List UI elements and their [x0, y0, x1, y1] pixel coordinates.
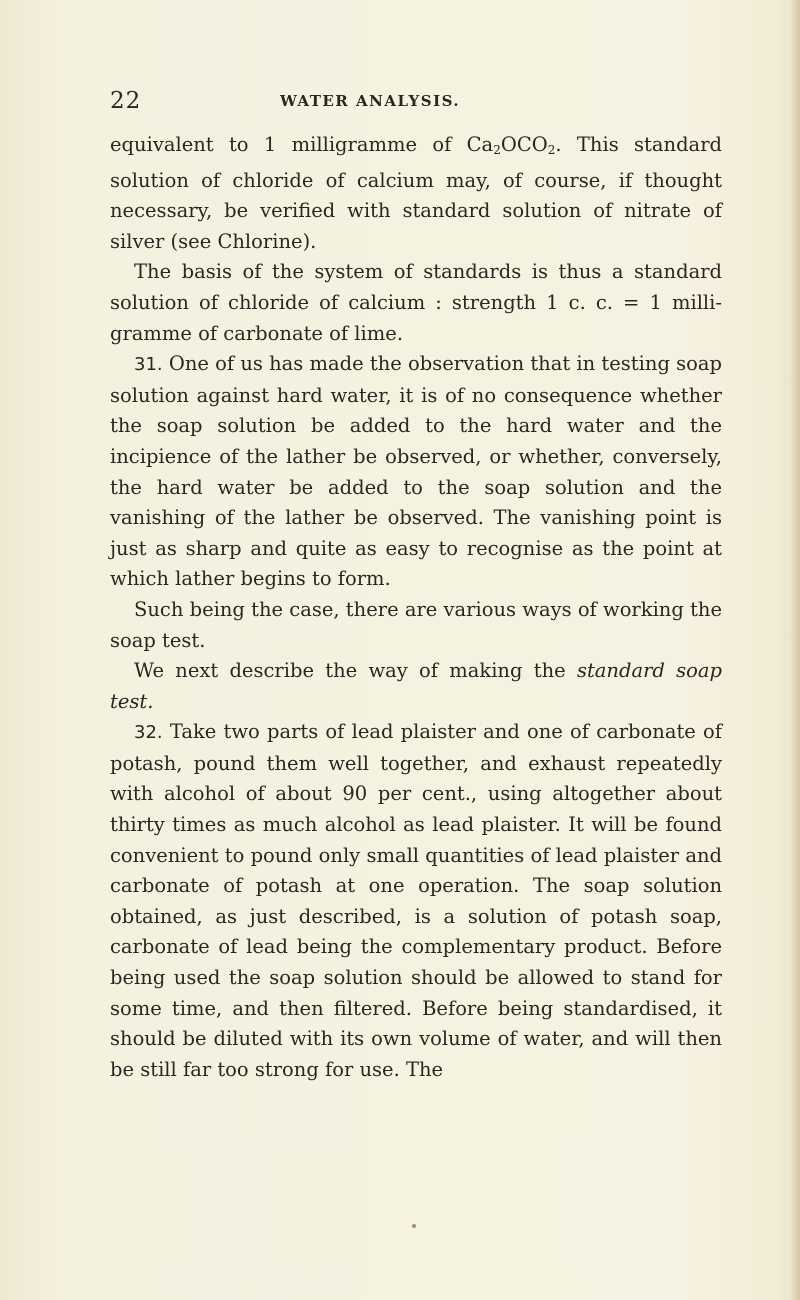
- paragraph-5-text: We next describe the way of making the: [134, 659, 577, 683]
- paragraph-1: [110, 130, 722, 257]
- paragraph-1-text-a: equivalent to 1 milligramme of Ca: [110, 133, 494, 156]
- paragraph-1-text-b: OCO: [500, 133, 548, 156]
- paragraph-2: The basis of the system of standards is thus a standard solution of chloride of calcium : strength 1 c. c. = 1 milli-gramme of carbonate of lime.: [110, 260, 722, 345]
- paragraph-5-emphasis: standard soap test.: [110, 659, 722, 713]
- paragraph-6: [110, 717, 722, 1085]
- paragraph-3: [110, 349, 722, 595]
- page-header: [110, 88, 710, 118]
- body-text: [110, 130, 722, 1085]
- paragraph-6-text: Take two parts of lead plaister and one of carbonate of potash, pound them well together, and exhaust repeatedly with alcohol of about 90 per cent., using altogether about thirty times as much alcohol as lead plaister. It will be found convenient to pound only small quantities of lead plaister and carbonate of potash at one operation. The soap solution obtained, as just described, is a solution of potash soap, carbonate of lead being the complementary product. Before being used the soap solution should be allowed to stand for some time, and then filtered. Before being standardised, it should be diluted with its own volume of water, and will then be still far too strong for use. The: [110, 720, 722, 1081]
- section-number: 31.: [134, 354, 163, 376]
- paragraph-3-text: One of us has made the observation that in testing soap solution against hard water, it is of no consequence whether the soap solution be added to the hard water and the incipience of the lather be observed, or whether, conversely, the hard water be added to the soap solution and the vanishing of the lather be observed. The vanishing point is just as sharp and quite as easy to recognise as the point at which lather begins to form.: [110, 352, 722, 591]
- page-edge-shadow: [790, 0, 800, 1300]
- running-head: WATER ANALYSIS.: [280, 92, 461, 110]
- paragraph-4: Such being the case, there are various ways of working the soap test.: [110, 597, 722, 652]
- subscript: 2: [493, 143, 501, 157]
- subscript: 2: [547, 143, 556, 157]
- paragraph-5: [110, 656, 722, 717]
- print-speck: [412, 1224, 416, 1228]
- section-number: 32.: [134, 722, 163, 744]
- page-number: 22: [110, 88, 142, 114]
- paragraph-1-text-c: . This standard solution of chloride of calcium may, of course, if thought necessary, be verified with standard solution of nitrate of silver (see Chlorine).: [110, 133, 722, 253]
